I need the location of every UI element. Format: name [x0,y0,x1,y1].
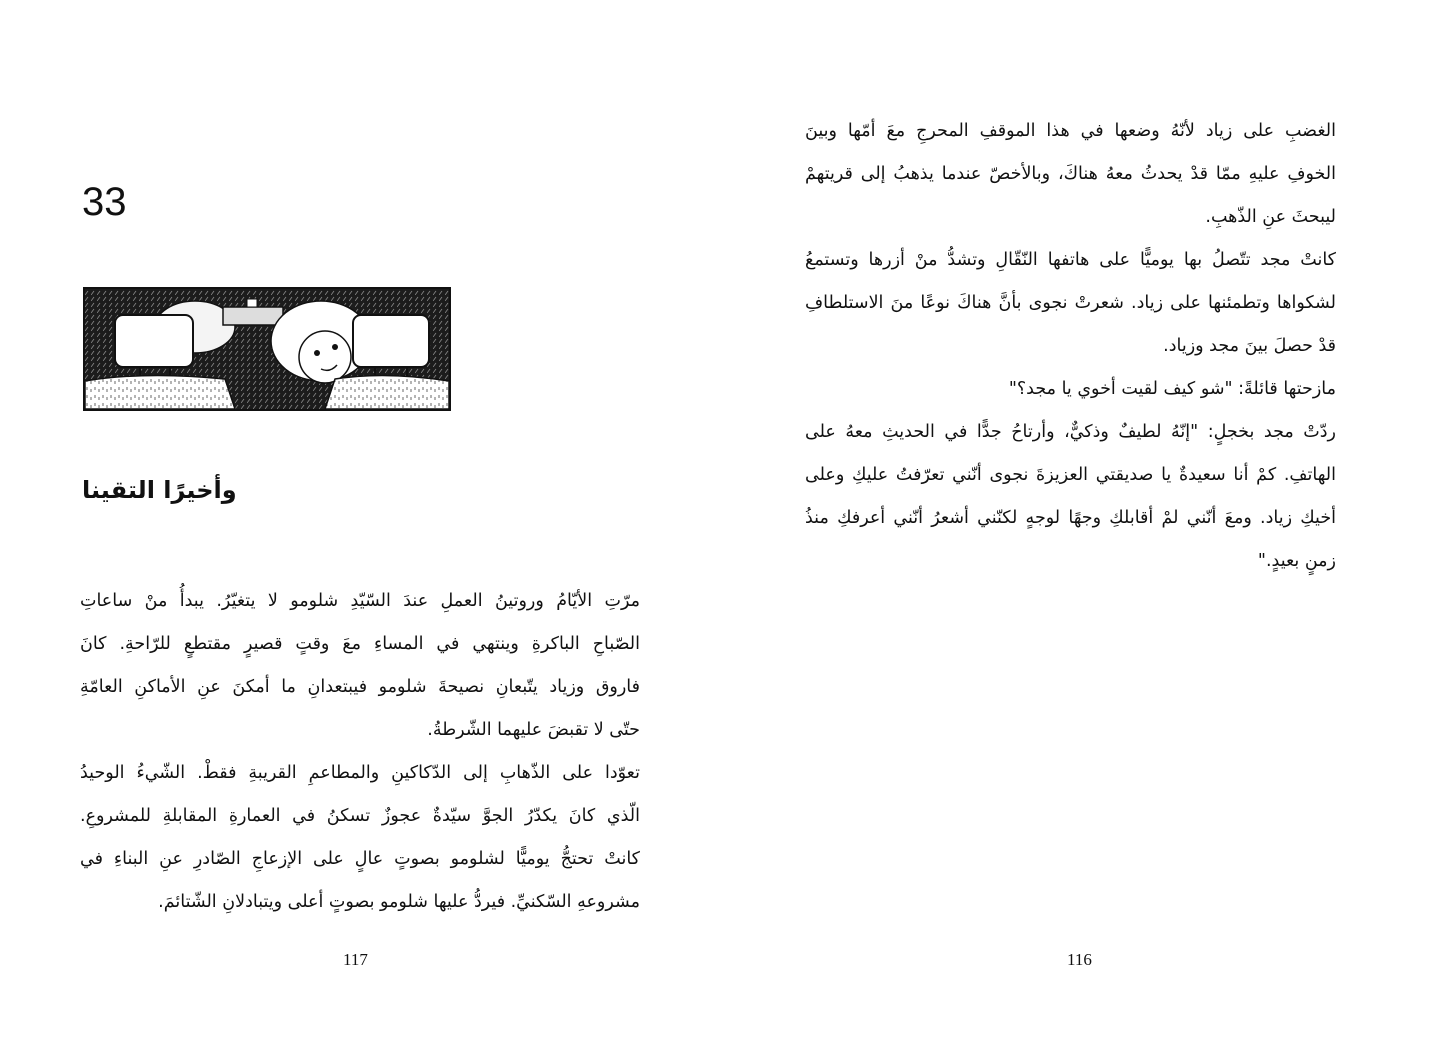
text-line: حتّى لا تقبضَ عليهما الشّرطةُ. [427,720,640,740]
chapter-illustration [83,287,451,411]
text-line: مشروعهِ السّكنيِّ. فيردُّ عليها شلومو بصوتٍ أعلى ويتبادلانِ الشّتائمَ. [158,892,640,912]
text-line: فاروق وزياد يتّبعانِ نصيحةَ شلومو فيبتعدانِ ما أمكنَ عنِ الأماكنِ العامّةِ [80,677,640,697]
text-line: زمنٍ بعيدٍ." [1257,551,1336,571]
right-page-body [805,110,1336,583]
paragraph [80,580,640,752]
text-line: تعوّدا على الذّهابِ إلى الدّكاكينِ والمطاعمِ القريبةِ فقطْ. الشّيءُ الوحيدُ [80,763,640,783]
text-line: مرّتِ الأيّامُ وروتينُ العملِ عندَ السّيّدِ شلومو لا يتغيّرُ. يبدأُ منْ ساعاتِ [80,591,640,611]
paragraph [805,368,1336,411]
text-line: ردّتْ مجد بخجلٍ: "إنّهُ لطيفٌ وذكيٌّ، وأرتاحُ جدًّا في الحديثِ معهُ على [805,422,1336,442]
text-line: أخيكِ زياد. ومعَ أنّني لمْ أقابلكِ وجهًا لوجهٍ لكنّني أشعرُ أنّني أعرفكِ منذُ [805,508,1336,528]
text-line: قدْ حصلَ بينَ مجد وزياد. [1163,336,1336,356]
left-page [0,0,722,1039]
paragraph [805,411,1336,583]
text-line: كانتْ تحتجُّ يوميًّا لشلومو بصوتٍ عالٍ على الإزعاجِ الصّادرِ عنِ البناءِ في [80,849,640,869]
text-line: ليبحثَ عنِ الذّهبِ. [1205,207,1336,227]
car-scene-illustration-icon [85,289,449,409]
text-line: الصّباحِ الباكرةِ وينتهي في المساءِ معَ وقتٍ قصيرٍ مقتطعٍ للرّاحةِ. كانَ [80,634,640,654]
page-number: 116 [1067,950,1092,969]
text-line: الخوفِ عليهِ ممّا قدْ يحدثُ معهُ هناكَ، وبالأخصّ عندما يذهبُ إلى قريتهمْ [805,164,1336,184]
left-page-body [80,580,640,924]
text-line: لشكواها وتطمئنها على زياد. شعرتْ نجوى بأنَّ هناكَ نوعًا منَ الاستلطافِ [805,293,1336,313]
text-line: كانتْ مجد تتّصلُ بها يوميًّا على هاتفها النّقّالِ وتشدُّ منْ أزرها وتستمعُ [805,250,1336,270]
chapter-number: 33 [82,180,127,224]
chapter-title: وأخيرًا التقينا [82,476,237,504]
paragraph [805,110,1336,239]
right-page [722,0,1445,1039]
text-line: مازحتها قائلةً: "شو كيف لقيت أخوي يا مجد؟" [1008,379,1336,399]
page-number: 117 [343,950,368,969]
text-line: الّذي كانَ يكدّرُ الجوَّ سيّدةٌ عجوزٌ تسكنُ في العمارةِ المقابلةِ للمشروعِ. [80,806,640,826]
text-line: الهاتفِ. كمْ أنا سعيدةٌ يا صديقتي العزيزةَ نجوى أنّني تعرّفتُ عليكِ وعلى [805,465,1336,485]
paragraph [805,239,1336,368]
paragraph [80,752,640,924]
text-line: الغضبِ على زياد لأنّهُ وضعها في هذا الموقفِ المحرجِ معَ أمّها وبينَ [805,121,1336,141]
